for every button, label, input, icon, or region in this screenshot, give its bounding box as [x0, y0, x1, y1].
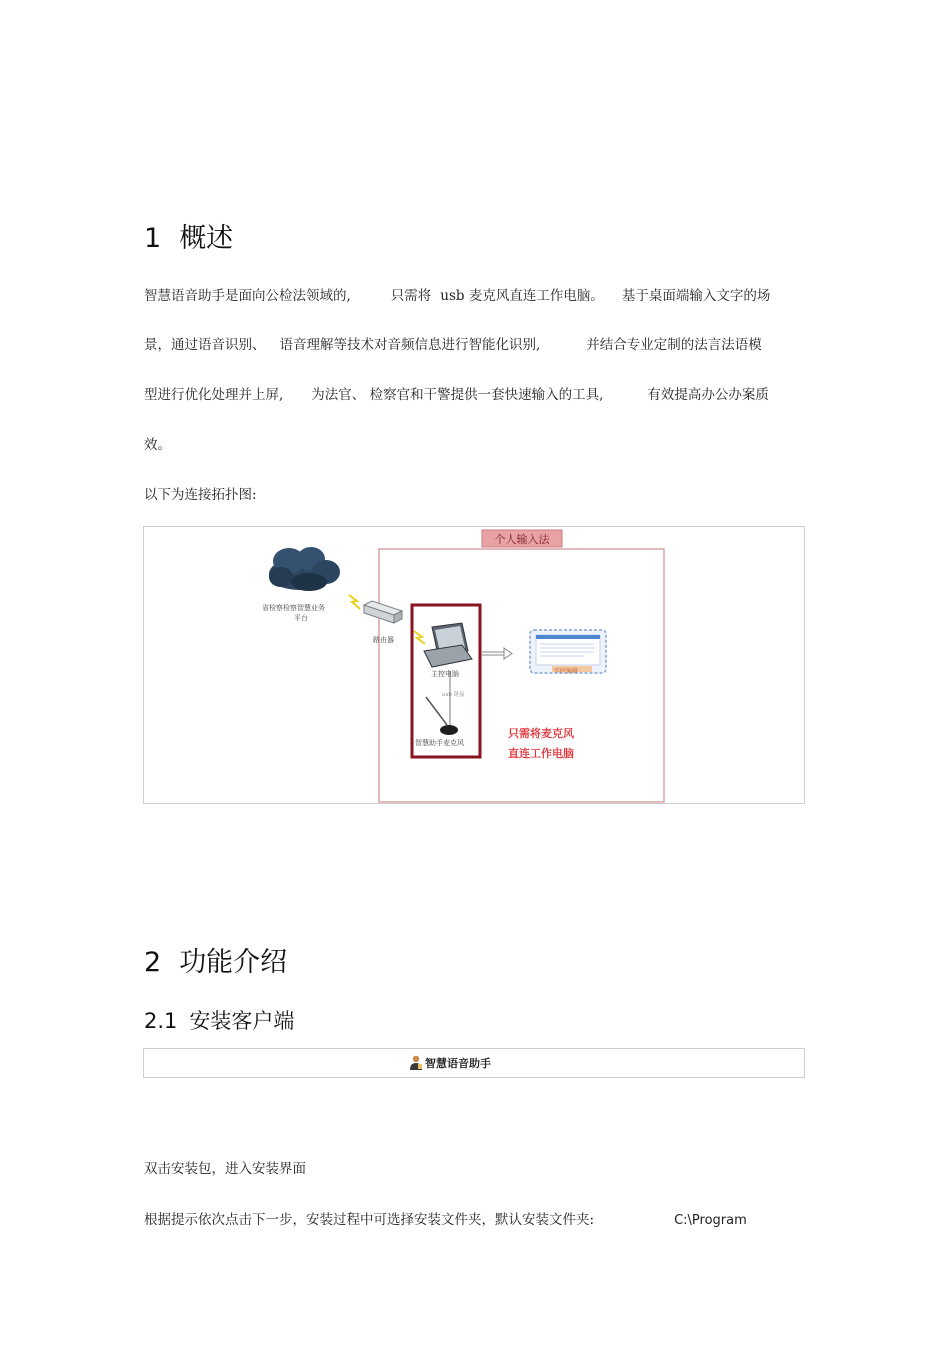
text-run: 基于桌面端输入文字的场	[621, 288, 771, 304]
arrow-icon	[482, 648, 512, 659]
topology-svg	[144, 527, 804, 803]
paragraph-line-1	[144, 284, 770, 304]
installer-item[interactable]	[409, 1055, 491, 1071]
router-label: 路由器	[373, 636, 394, 644]
paragraph-line-2	[144, 333, 762, 353]
screen-label: 实时编辑	[554, 668, 579, 675]
link-bolt-icon	[349, 595, 360, 609]
router-icon	[364, 601, 402, 623]
installer-figure	[143, 1048, 805, 1078]
laptop-icon	[424, 623, 472, 667]
topology-diagram	[143, 526, 805, 804]
section-1-number: 1	[144, 223, 162, 254]
usb-label: usb 链接	[442, 692, 465, 698]
note-line-1: 只需将麦克风	[508, 727, 574, 740]
text-run: 型进行优化处理并上屏,	[144, 387, 284, 403]
section-2-title: 功能介绍	[179, 947, 288, 978]
installer-label: 智慧语音助手	[425, 1057, 491, 1070]
text-run: 语音理解等技术对音频信息进行智能化识别,	[279, 337, 541, 353]
laptop-label: 主控电脑	[431, 670, 459, 678]
cloud-icon	[269, 547, 340, 591]
text-run: 效。	[144, 437, 171, 453]
microphone-label: 智慧助手麦克风	[415, 739, 464, 747]
section-2-1-number: 2.1	[144, 1009, 178, 1033]
text-run: usb 麦克风直连工作电脑。	[440, 288, 604, 304]
text-run: 只需将	[390, 288, 432, 304]
install-step-2	[144, 1208, 747, 1228]
input-method-boundary	[379, 549, 664, 802]
cloud-label-2: 平台	[294, 614, 308, 622]
text-run: 有效提高办公办案质	[647, 387, 769, 403]
link-bolt-icon	[414, 631, 425, 644]
section-2-1-title: 安装客户端	[189, 1009, 295, 1033]
cloud-label: 省检察检察智慧业务	[262, 604, 325, 612]
topology-intro: 以下为连接拓扑图:	[144, 487, 257, 503]
text-run: 根据提示依次点击下一步，安装过程中可选择安装文件夹，默认安装文件夹:	[144, 1212, 595, 1228]
section-2-heading	[144, 940, 287, 979]
install-step-1: 双击安装包，进入安装界面	[144, 1161, 306, 1177]
section-1-title: 概述	[179, 223, 234, 254]
text-run: 并结合专业定制的法言法语模	[586, 337, 762, 353]
install-path: C:\Program	[674, 1213, 747, 1228]
text-run: 景，通过语音识别、	[144, 337, 266, 353]
input-method-label: 个人输入法	[494, 533, 550, 546]
installer-app-icon	[409, 1055, 423, 1071]
section-2-number: 2	[144, 947, 162, 978]
note-line-2: 直连工作电脑	[508, 747, 574, 760]
text-run: 智慧语音助手是面向公检法领域的,	[144, 288, 351, 304]
paragraph-line-3	[144, 383, 769, 403]
paragraph-line-4	[144, 433, 171, 453]
text-run: 为法官、 检察官和干警提供一套快速输入的工具,	[311, 387, 604, 403]
section-1-heading	[144, 216, 233, 255]
microphone-icon	[426, 697, 458, 735]
section-2-1-heading	[144, 1005, 294, 1035]
